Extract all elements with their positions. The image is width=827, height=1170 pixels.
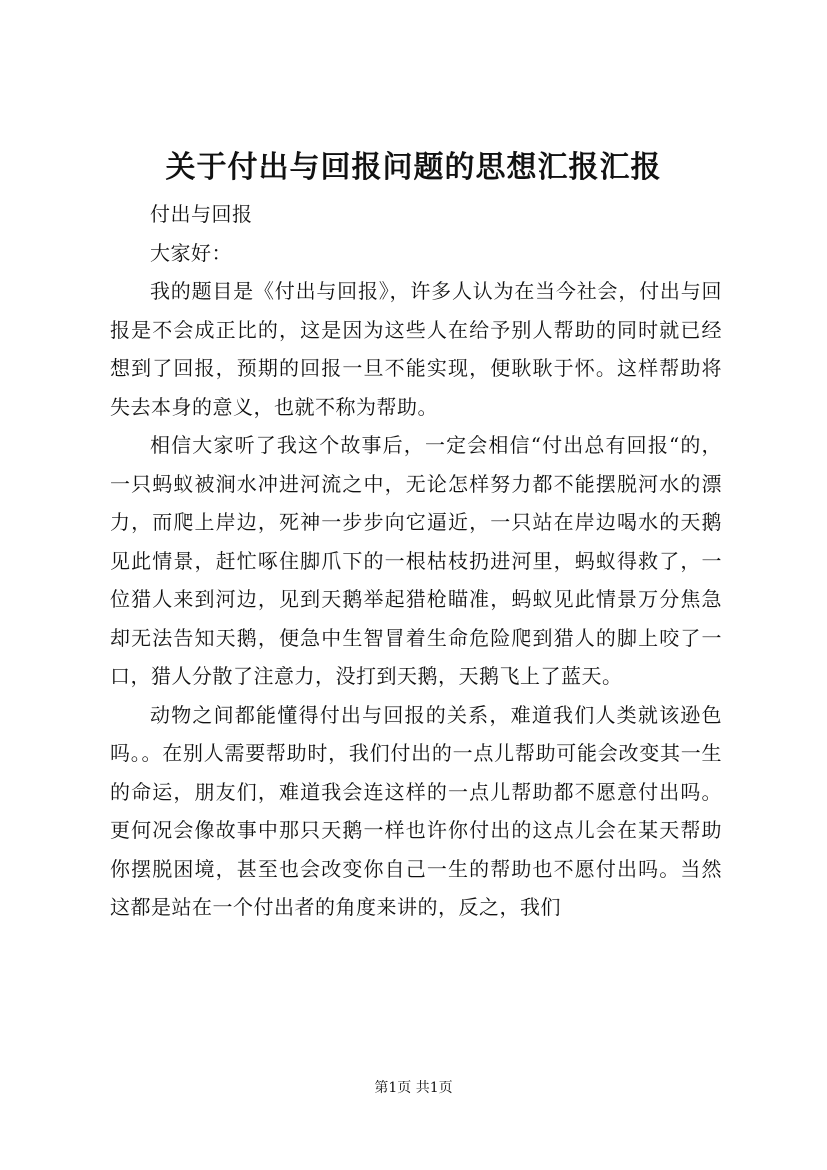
page-footer: 第1页 共1页 xyxy=(374,1080,453,1096)
document-title: 关于付出与回报问题的思想汇报汇报 xyxy=(165,150,662,185)
body-paragraph: 动物之间都能懂得付出与回报的关系，难道我们人类就该逊色吗。。在别人需要帮助时，我们付出的一点儿帮助可能会改变其一生的命运，朋友们，难道我会连这样的一点儿帮助都不愿意付出吗。更何况会像故事中那只天鹅一样也许你付出的这点儿会在某天帮助你摆脱困境，甚至也会改变你自己一生的帮助也不愿付出吗。当然这都是站在一个付出者的角度来讲的，反之，我们 xyxy=(110,702,722,919)
body-paragraph: 我的题目是《付出与回报》，许多人认为在当今社会，付出与回报是不会成正比的，这是因为这些人在给予别人帮助的同时就已经想到了回报，预期的回报一旦不能实现，便耿耿于怀。这样帮助将失去本身的意义，也就不称为帮助。 xyxy=(110,279,722,419)
greeting-paragraph: 大家好： xyxy=(150,240,232,265)
body-paragraph: 相信大家听了我这个故事后，一定会相信“付出总有回报“的，一只蚂蚁被涧水冲进河流之中，无论怎样努力都不能摆脱河水的漂力，而爬上岸边，死神一步步向它逼近，一只站在岸边喝水的天鹅见此情景，赶忙啄住脚爪下的一根枯枝扔进河里，蚂蚁得救了，一位猎人来到河边，见到天鹅举起猎枪瞄准，蚂蚁见此情景万分焦急却无法告知天鹅，便急中生智冒着生命危险爬到猎人的脚上咬了一口，猎人分散了注意力，没打到天鹅，天鹅飞上了蓝天。 xyxy=(110,433,722,688)
subtitle-paragraph: 付出与回报 xyxy=(150,202,253,226)
document-body xyxy=(110,195,722,927)
